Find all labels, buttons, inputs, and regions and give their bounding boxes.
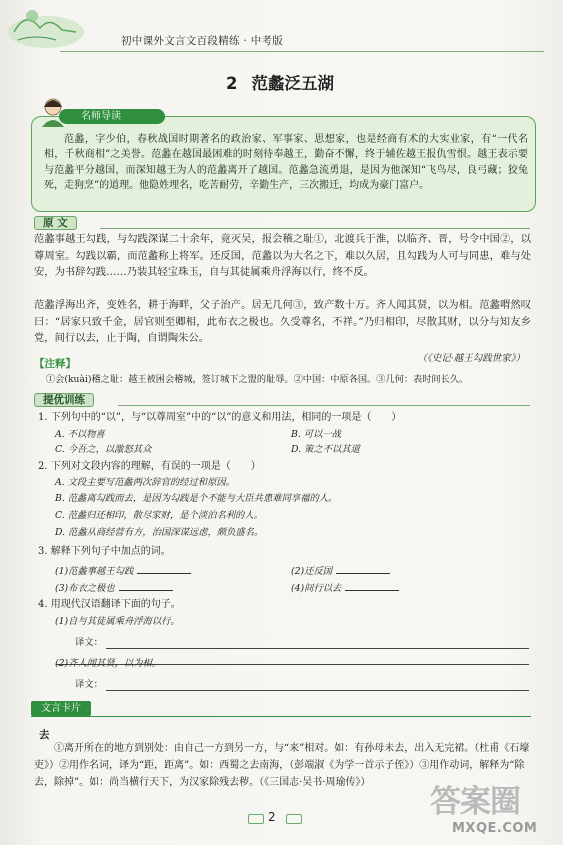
chapter-title	[226, 70, 334, 94]
card-word: 去	[39, 729, 50, 741]
header-title: 初中课外文言文百段精练 · 中考版	[121, 35, 284, 47]
q1-option-a: A. 不以物喜	[55, 429, 105, 440]
original-label: 原 文	[34, 216, 77, 230]
translate-label-2: 译文：	[75, 679, 103, 690]
answer-blank[interactable]	[336, 563, 390, 574]
guide-text: 范蠡，字少伯，春秋战国时期著名的政治家、军事家、思想家，也是经商有术的大实业家，有“一代名相，千秋商相”之美誉。范蠡在越国最困难的时刻待奉越王，勤奋不懈，终于辅佐越王报仇雪恨。越王表示要与范蠡平分越国，而深知越王为人的范蠡离开了越国。范蠡急流勇退，是因为他深知“飞鸟尽，良弓藏；狡兔死，走狗烹”的道理。他隐姓埋名，吃苦耐劳，辛勤生产，三次搬迁，均成为豪门富户。	[44, 134, 528, 191]
card-text: ①离开所在的地方到别处：由自己一方到另一方，与“来”相对。如：有孙母未去，出入无完裙。（杜甫《石壕吏》）②用作名词，译为“距，距离”。如：西蜀之去南海，（彭端淑《为学一首示子侄》）③用作动词，解释为“除去，除掉”。如：尚当横行天下，为汉家除残去秽。（《三国志·吴书·周瑜传》）	[34, 743, 530, 788]
card-label: 文言卡片	[31, 701, 91, 716]
chapter-name: 范蠡泛五湖	[251, 74, 334, 93]
q2-option-a: A. 文段主要写范蠡两次辞官的经过和原因。	[55, 477, 235, 488]
question-2: 2. 下列对文段内容的理解，有误的一项是（ ）	[38, 461, 261, 472]
answer-blank[interactable]	[137, 563, 191, 574]
page-number-deco-left	[248, 814, 264, 824]
question-1: 1. 下列句中的“以”，与“以尊周室”中的“以”的意义和用法，相同的一项是（ ）	[38, 412, 402, 423]
practice-rule	[118, 405, 530, 406]
page-number-deco-right	[286, 814, 302, 824]
chapter-number: 2	[226, 74, 238, 93]
q1-option-d: D. 策之不以其道	[291, 444, 360, 455]
translate-label-1: 译文：	[75, 637, 103, 648]
q2-option-b: B. 范蠡离勾践而去，是因为勾践是个不能与大臣共患难同享福的人。	[55, 493, 338, 504]
q4-item-1: (1)自与其徒属乘舟浮海以行。	[55, 616, 180, 627]
teacher-icon	[36, 95, 70, 129]
watermark-logo: 答案圈	[430, 784, 520, 820]
q3-item-4: (4)间行以去	[291, 580, 399, 596]
q2-option-d: D. 范蠡从商经营有方，治国深谋远虑，颇负盛名。	[55, 527, 264, 538]
q3-item-2: (2)还反国	[291, 563, 390, 579]
original-source: （《史记·越王勾践世家》）	[417, 353, 525, 364]
q1-option-c: C. 今吾之，以激怒其众	[55, 444, 152, 455]
practice-label: 提优训练	[34, 393, 94, 407]
notes-text: ①会(kuài)稽之耻：越王被困会稽城，签订城下之盟的耻辱。②中国：中原各国。③几何：表时间长久。	[46, 374, 469, 385]
answer-blank[interactable]	[119, 580, 173, 591]
q1-option-b: B. 可以一战	[291, 429, 341, 440]
question-4: 4. 用现代汉语翻译下面的句子。	[38, 599, 181, 610]
original-paragraph-1: 范蠡事越王勾践，与勾践深谋二十余年，竟灭吴，报会稽之耻①，北渡兵于淮，以临齐、晋，号令中国②，以尊周室。勾践以霸，而范蠡称上将军。还反国，范蠡以为大名之下，难以久居，且勾践为人可与同患，难与处安，为书辞勾践……乃装其轻宝珠玉，自与其徒属乘舟浮海以行，终不反。	[34, 233, 531, 279]
translate-line-2[interactable]	[106, 690, 529, 691]
card-rule	[31, 716, 531, 717]
answer-blank[interactable]	[345, 580, 399, 591]
notes-label: 【注释】	[34, 358, 76, 370]
q4-item-2: (2)齐人闻其贤，以为相。	[55, 658, 162, 669]
original-rule	[100, 228, 530, 229]
q3-item-3: (3)布衣之极也	[55, 580, 173, 596]
page-number: 2	[268, 810, 276, 824]
question-3: 3. 解释下列句子中加点的词。	[38, 546, 171, 557]
translate-line-1[interactable]	[106, 648, 529, 649]
q3-item-1: (1)范蠡事越王勾践	[55, 563, 191, 579]
q2-option-c: C. 范蠡归还相印，散尽家财，是个淡泊名利的人。	[55, 510, 263, 521]
watermark-url: MXQE.COM	[452, 821, 538, 836]
original-paragraph-2: 范蠡浮海出齐，变姓名，耕于海畔，父子治产。居无几何③，致产数十万。齐人闻其贤，以为相。范蠡喟然叹曰：“居家只致千金，居官则至卿相，此布衣之极也。久受尊名，不祥。”乃归相印，尽散其财，以分与知友乡党，间行以去，止于陶，自谓陶朱公。	[34, 299, 531, 345]
guide-label: 名师导读	[59, 109, 165, 124]
